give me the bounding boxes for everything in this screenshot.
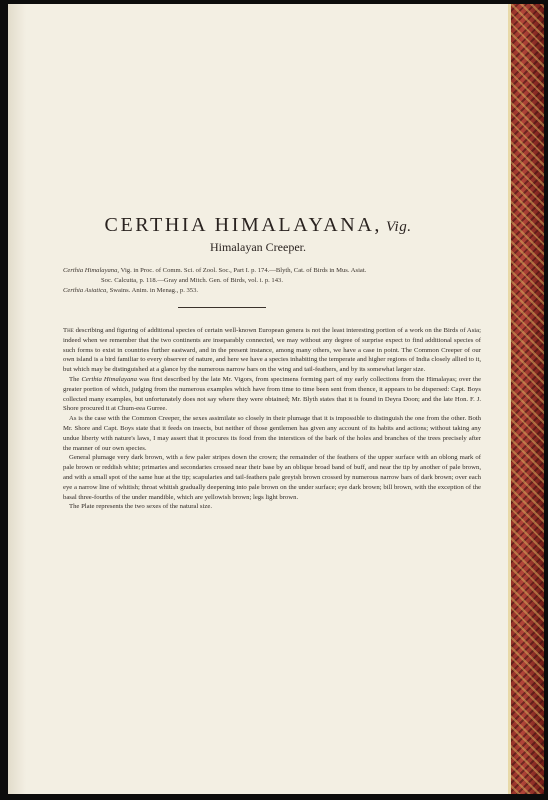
synonym-reference: Vig. in Proc. of Comm. Sci. of Zool. Soc., Part I. p. 174.—Blyth, Cat. of Birds in Mus. Asiat. (119, 267, 367, 274)
synonym-name: Certhia Himalayana, (63, 267, 120, 274)
common-name: Himalayan Creeper. (210, 240, 306, 254)
paragraph-body: was first described by the late Mr. Vigors, from specimens forming part of my early collections from the Himalayas; over the greater portion of which, judging from the numerous examples which have from time to time been sent from thence, it appears to be dispersed: Capt. Boys collected many examples, but unfortunately does not say where they were obtained; Mr. Blyth states that it is found in Deyra Doon; and the late Hon. F. J. Shore procured it at Chum-eea Gurree. (63, 375, 481, 413)
gilt-page-edge (508, 4, 511, 794)
species-name: CERTHIA HIMALAYANA, (104, 214, 382, 236)
description-text (63, 326, 481, 512)
synonymy-block (63, 266, 468, 296)
paragraph-body: describing and figuring of additional species of certain well-known European genera is not the least interesting portion of a work on the Birds of Asia; indeed when we remember that the two continents are inseparably connected, we may without any degree of surprise expect to find additional species of such forms to exist in countries further eastward, and in the present instance, among many others, we have a case in point. The Common Creeper of our own island is a bird familiar to every observer of nature, and here we have a species inhabiting the temperate and higher regions of India closely allied to it, but which may be distinguished at a glance by the numerous narrow bars on the wing and tail-feathers, and by its somewhat larger size. (63, 327, 481, 374)
marbled-binding (508, 4, 544, 794)
synonym-line-1 (63, 266, 468, 276)
paragraph-2 (63, 375, 481, 414)
paragraph-lead: The (63, 327, 74, 334)
paragraph-lead: The (69, 375, 82, 383)
synonym-line-2: Soc. Calcutta, p. 118.—Gray and Mitch. Gen. of Birds, vol. i. p. 143. (101, 277, 283, 284)
species-reference: Certhia Himalayana (81, 375, 137, 383)
synonym-reference: Swains. Anim. in Menag., p. 353. (107, 287, 199, 294)
paragraph-5: The Plate represents the two sexes of the natural size. (69, 503, 212, 511)
page-title (8, 214, 508, 237)
book-page (8, 4, 509, 794)
paragraph-1 (63, 326, 481, 375)
paragraph-4: General plumage very dark brown, with a few paler stripes down the crown; the remainder of the feathers of the upper surface with an oblong mark of pale brown or reddish white; primaries and secondaries crossed near their base by an oblique broad band of buff, and near the tip by another of pale brown, and with a small spot of the same hue at the tip; scapularies and tail-feathers pale greyish brown crossed by numerous narrow bars of dark brown; over each eye a narrow line of whitish; throat whitish gradually deepening into pale brown on the under surface; eye dark brown; bill brown, with the exception of the basal three-fourths of the under mandible, which are yellowish brown; legs light brown. (63, 454, 481, 501)
species-author: Vig. (386, 219, 412, 235)
synonym-line-3 (63, 286, 468, 296)
section-divider (178, 307, 266, 308)
paragraph-3: As is the case with the Common Creeper, the sexes assimilate so closely in their plumage that it is impossible to distinguish the one from the other. Both Mr. Shore and Capt. Boys state that it feeds on insects, but neither of those gentlemen has given any account of its habits and actions; without taking any undue liberty with nature's laws, I may assert that it procures its food from the interstices of the bark of the holes and branches of the trees precisely after the manner of our own species. (63, 415, 481, 452)
page-gutter-shadow (8, 4, 26, 794)
synonym-name: Certhia Asiatica, (63, 287, 108, 294)
